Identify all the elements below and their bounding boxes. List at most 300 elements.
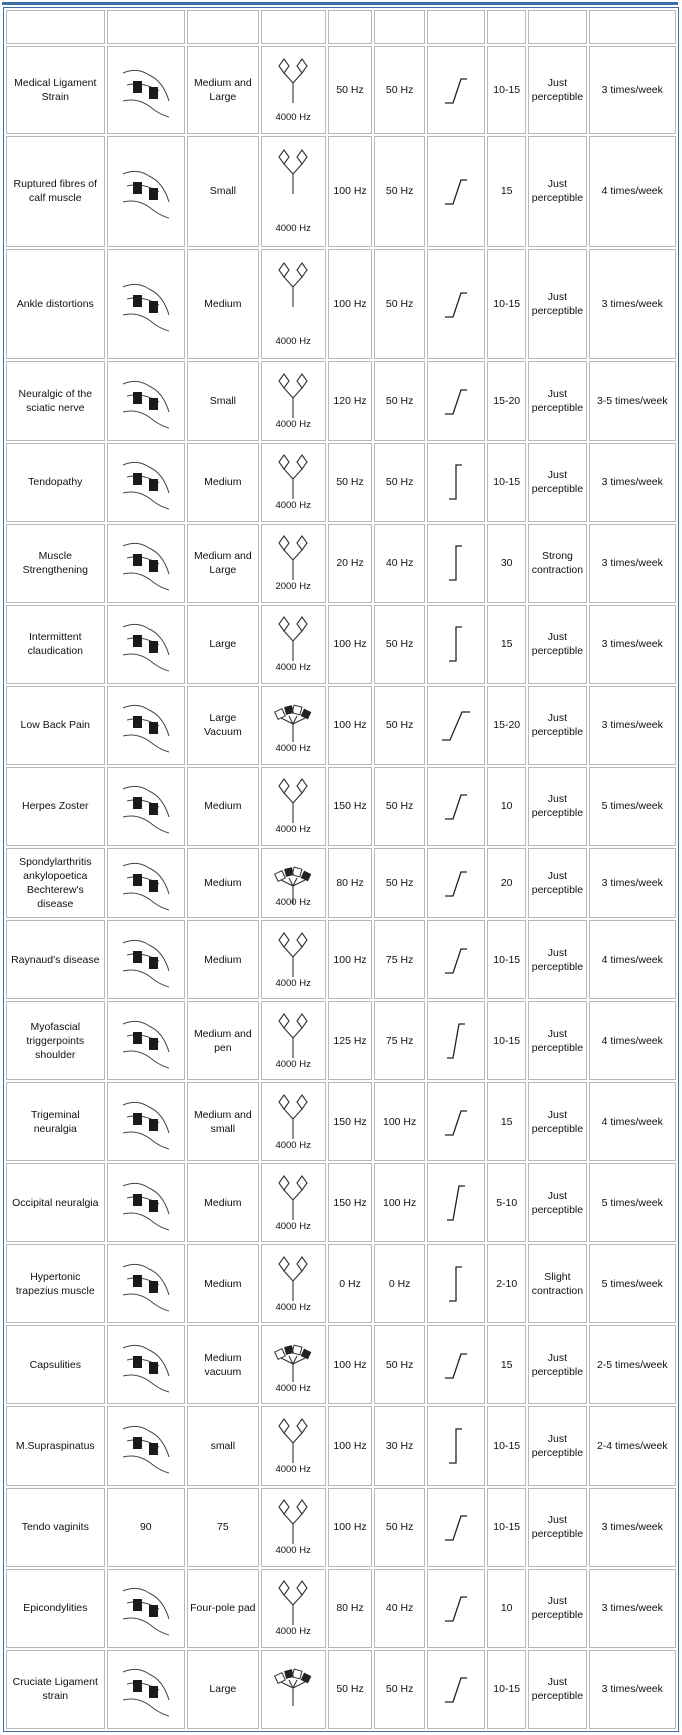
signal-wrap (264, 53, 323, 127)
table-row (6, 1650, 676, 1729)
condition-cell: Medical Ligament Strain (6, 46, 105, 134)
spectrum-cell: 50 Hz (374, 1488, 424, 1567)
amf-cell: 125 Hz (328, 1001, 373, 1080)
ramp-cell (427, 1163, 485, 1242)
intensity-cell: Just perceptible (528, 1082, 586, 1161)
signal-cell (261, 1163, 326, 1242)
header-cell (261, 10, 326, 44)
table-row (6, 848, 676, 918)
ramp-cell (427, 524, 485, 603)
header-cell (107, 10, 185, 44)
condition-cell: Ankle distortions (6, 249, 105, 360)
duration-cell: 10-15 (487, 1488, 526, 1567)
carrier-frequency: 4000 Hz (275, 1545, 311, 1557)
electrode-cell: Medium (187, 443, 259, 522)
spectrum-cell: 50 Hz (374, 443, 424, 522)
intensity-cell: Just perceptible (528, 136, 586, 247)
signal-wrap (264, 1089, 323, 1155)
carrier-frequency: 4000 Hz (275, 111, 311, 123)
table-row (6, 136, 676, 247)
condition-cell: Muscle Strengthening (6, 524, 105, 603)
ramp-cell (427, 1244, 485, 1323)
table-row (6, 767, 676, 846)
illustration-cell (107, 605, 185, 684)
ramp-cell (427, 1406, 485, 1485)
carrier-frequency: 4000 Hz (275, 336, 311, 348)
carrier-frequency: 4000 Hz (275, 1626, 311, 1638)
illustration-cell (107, 361, 185, 440)
condition-cell: Hypertonic trapezius muscle (6, 1244, 105, 1323)
treatment-table (3, 7, 679, 1732)
ramp-cell (427, 46, 485, 134)
header-cell (528, 10, 586, 44)
ramp-slope-icon (439, 785, 473, 827)
amf-cell: 100 Hz (328, 136, 373, 247)
amf-cell: 150 Hz (328, 1163, 373, 1242)
illustration-cell (107, 136, 185, 247)
amf-cell: 100 Hz (328, 1325, 373, 1404)
illustration-cell (107, 46, 185, 134)
table-row (6, 1001, 676, 1080)
spectrum-cell: 50 Hz (374, 1650, 424, 1729)
carrier-frequency: 4000 Hz (275, 1301, 311, 1313)
illustration-cell (107, 848, 185, 918)
electrode-cell: Medium (187, 848, 259, 918)
carrier-frequency: 4000 Hz (275, 662, 311, 674)
spectrum-cell: 0 Hz (374, 1244, 424, 1323)
amf-cell: 50 Hz (328, 1650, 373, 1729)
ramp-slope-icon (439, 1344, 473, 1386)
intensity-cell: Strong contraction (528, 524, 586, 603)
condition-cell: Myofascial triggerpoints shoulder (6, 1001, 105, 1080)
signal-wrap (264, 773, 323, 839)
ramp-cell (427, 920, 485, 999)
ramp-square-icon (439, 542, 473, 584)
ramp-slope-icon (439, 69, 473, 111)
table-row (6, 1082, 676, 1161)
frequency-cell: 3 times/week (589, 1650, 676, 1729)
ramp-slope-icon (439, 283, 473, 325)
frequency-cell: 3 times/week (589, 1569, 676, 1648)
signal-cell (261, 1488, 326, 1567)
amf-cell: 100 Hz (328, 249, 373, 360)
ramp-cell (427, 686, 485, 765)
frequency-cell: 4 times/week (589, 1082, 676, 1161)
duration-cell: 2-10 (487, 1244, 526, 1323)
two-pole-signal-icon (273, 1255, 313, 1303)
condition-cell: Spondylarthritis ankylopoetica Bechterew's disease (6, 848, 105, 918)
illustration-cell (107, 1244, 185, 1323)
spine-electrodes-icon (119, 854, 173, 912)
forearm-pad-icon (119, 1579, 173, 1637)
table-row (6, 1569, 676, 1648)
spectrum-cell: 50 Hz (374, 605, 424, 684)
table-row (6, 920, 676, 999)
table-row (6, 1488, 676, 1567)
carrier-frequency: 4000 Hz (275, 223, 311, 235)
ramp-slope-icon (439, 862, 473, 904)
intensity-cell: Just perceptible (528, 1569, 586, 1648)
electrode-cell: 75 (187, 1488, 259, 1567)
spectrum-cell: 100 Hz (374, 1163, 424, 1242)
frequency-cell: 4 times/week (589, 136, 676, 247)
signal-wrap (264, 1251, 323, 1317)
header-cell (427, 10, 485, 44)
signal-cell (261, 1569, 326, 1648)
ramp-cell (427, 443, 485, 522)
header-cell (487, 10, 526, 44)
signal-wrap (264, 1170, 323, 1236)
frequency-cell: 2-5 times/week (589, 1325, 676, 1404)
intensity-cell: Just perceptible (528, 361, 586, 440)
two-pole-signal-icon (273, 777, 313, 825)
ramp-cell (427, 848, 485, 918)
header-cell (374, 10, 424, 44)
carrier-frequency: 4000 Hz (275, 977, 311, 989)
spectrum-cell: 40 Hz (374, 524, 424, 603)
frequency-cell: 4 times/week (589, 1001, 676, 1080)
amf-cell: 100 Hz (328, 686, 373, 765)
electrode-cell: Medium (187, 1163, 259, 1242)
signal-wrap (264, 257, 323, 351)
illustration-cell (107, 1569, 185, 1648)
duration-cell: 10-15 (487, 46, 526, 134)
electrode-cell: Medium (187, 920, 259, 999)
duration-cell: 10-15 (487, 443, 526, 522)
frequency-cell: 5 times/week (589, 767, 676, 846)
condition-cell: Ruptured fibres of calf muscle (6, 136, 105, 247)
intensity-cell: Just perceptible (528, 1163, 586, 1242)
ramp-slope-icon (439, 939, 473, 981)
amf-cell: 100 Hz (328, 605, 373, 684)
two-pole-signal-icon (273, 931, 313, 979)
two-pole-signal-icon (273, 534, 313, 582)
intensity-cell: Just perceptible (528, 767, 586, 846)
spectrum-cell: 50 Hz (374, 767, 424, 846)
duration-cell: 15 (487, 605, 526, 684)
frequency-cell: 3 times/week (589, 443, 676, 522)
spectrum-cell: 30 Hz (374, 1406, 424, 1485)
two-pole-signal-icon (273, 453, 313, 501)
amf-cell: 100 Hz (328, 1488, 373, 1567)
spectrum-cell: 50 Hz (374, 249, 424, 360)
intensity-cell: Just perceptible (528, 1650, 586, 1729)
illustration-cell (107, 1163, 185, 1242)
ramp-slope-icon (439, 1506, 473, 1548)
frequency-cell: 3 times/week (589, 524, 676, 603)
signal-cell (261, 1325, 326, 1404)
frequency-cell: 3 times/week (589, 848, 676, 918)
ramp-cell (427, 1569, 485, 1648)
ankle-electrodes-icon (119, 275, 173, 333)
signal-wrap (264, 1575, 323, 1641)
signal-cell (261, 920, 326, 999)
ramp-cell (427, 1082, 485, 1161)
condition-cell: Tendopathy (6, 443, 105, 522)
intensity-cell: Just perceptible (528, 443, 586, 522)
duration-cell: 10-15 (487, 249, 526, 360)
carrier-frequency: 4000 Hz (275, 824, 311, 836)
ramp-square-icon (439, 461, 473, 503)
carrier-frequency: 4000 Hz (275, 743, 311, 755)
ramp-cell (427, 1488, 485, 1567)
spectrum-cell: 50 Hz (374, 136, 424, 247)
condition-cell: Tendo vaginits (6, 1488, 105, 1567)
two-pole-signal-icon (273, 1012, 313, 1060)
signal-wrap (264, 1494, 323, 1560)
intensity-cell: Just perceptible (528, 46, 586, 134)
ramp-slope-icon (439, 170, 473, 212)
ramp-steep-slope-icon (439, 1020, 473, 1062)
condition-cell: Intermittent claudication (6, 605, 105, 684)
face-electrodes-icon (119, 1093, 173, 1151)
amf-cell: 100 Hz (328, 1406, 373, 1485)
signal-cell (261, 524, 326, 603)
frequency-cell: 3 times/week (589, 605, 676, 684)
two-pole-signal-icon (273, 1498, 313, 1546)
carrier-frequency: 4000 Hz (275, 896, 311, 908)
ramp-long-slope-icon (439, 704, 473, 746)
condition-cell: M.Supraspinatus (6, 1406, 105, 1485)
duration-cell: 15 (487, 136, 526, 247)
arm-electrodes-icon (119, 534, 173, 592)
illustration-cell: 90 (107, 1488, 185, 1567)
top-border (2, 2, 678, 5)
frequency-cell: 5 times/week (589, 1163, 676, 1242)
four-pole-signal-icon (273, 696, 313, 744)
duration-cell: 10-15 (487, 1001, 526, 1080)
intensity-cell: Just perceptible (528, 1325, 586, 1404)
illustration-cell (107, 1001, 185, 1080)
signal-wrap (264, 449, 323, 515)
signal-cell (261, 1244, 326, 1323)
ramp-cell (427, 1650, 485, 1729)
table-row (6, 249, 676, 360)
ramp-cell (427, 1001, 485, 1080)
signal-wrap (264, 611, 323, 677)
header-row (6, 10, 676, 44)
duration-cell: 20 (487, 848, 526, 918)
signal-cell (261, 249, 326, 360)
signal-cell (261, 1082, 326, 1161)
carrier-frequency: 4000 Hz (275, 418, 311, 430)
two-pole-signal-icon (273, 615, 313, 663)
illustration-cell (107, 920, 185, 999)
intensity-cell: Just perceptible (528, 920, 586, 999)
illustration-cell (107, 767, 185, 846)
electrode-cell: Medium (187, 767, 259, 846)
signal-cell (261, 848, 326, 918)
amf-cell: 150 Hz (328, 767, 373, 846)
electrode-cell: Medium (187, 249, 259, 360)
table-row (6, 605, 676, 684)
header-cell (589, 10, 676, 44)
carrier-frequency: 4000 Hz (275, 1463, 311, 1475)
illustration-cell (107, 686, 185, 765)
intensity-cell: Just perceptible (528, 1406, 586, 1485)
electrode-cell: Medium and Large (187, 46, 259, 134)
signal-wrap (264, 927, 323, 993)
ramp-cell (427, 605, 485, 684)
two-pole-signal-icon (273, 57, 313, 105)
ramp-steep-slope-icon (439, 1182, 473, 1224)
two-pole-signal-icon (273, 1093, 313, 1141)
carrier-frequency: 4000 Hz (275, 1139, 311, 1151)
condition-cell: Neuralgic of the sciatic nerve (6, 361, 105, 440)
electrode-cell: Medium and pen (187, 1001, 259, 1080)
spectrum-cell: 50 Hz (374, 686, 424, 765)
spectrum-cell: 75 Hz (374, 1001, 424, 1080)
electrode-cell: Four-pole pad (187, 1569, 259, 1648)
amf-cell: 150 Hz (328, 1082, 373, 1161)
electrode-cell: Medium (187, 1244, 259, 1323)
signal-wrap (264, 530, 323, 596)
head-back-icon (119, 1174, 173, 1232)
amf-cell: 50 Hz (328, 443, 373, 522)
illustration-cell (107, 1082, 185, 1161)
table-row (6, 524, 676, 603)
frequency-cell: 3 times/week (589, 1488, 676, 1567)
condition-cell: Herpes Zoster (6, 767, 105, 846)
frequency-cell: 5 times/week (589, 1244, 676, 1323)
amf-cell: 120 Hz (328, 361, 373, 440)
electrode-cell: Small (187, 136, 259, 247)
carrier-frequency: 4000 Hz (275, 1382, 311, 1394)
back-figure-icon (119, 1417, 173, 1475)
condition-cell: Trigeminal neuralgia (6, 1082, 105, 1161)
signal-wrap (264, 692, 323, 758)
ramp-square-icon (439, 1425, 473, 1467)
table-row (6, 443, 676, 522)
signal-wrap (264, 1008, 323, 1074)
condition-cell: Low Back Pain (6, 686, 105, 765)
spectrum-cell: 50 Hz (374, 848, 424, 918)
amf-cell: 100 Hz (328, 920, 373, 999)
two-pole-signal-icon (273, 1579, 313, 1627)
back-vacuum-icon (119, 696, 173, 754)
duration-cell: 15 (487, 1082, 526, 1161)
spectrum-cell: 50 Hz (374, 361, 424, 440)
spectrum-cell: 50 Hz (374, 46, 424, 134)
ramp-slope-icon (439, 380, 473, 422)
two-pole-signal-icon (273, 261, 313, 309)
header-cell (6, 10, 105, 44)
two-pole-signal-icon (273, 1417, 313, 1465)
table-row (6, 46, 676, 134)
frequency-cell: 3 times/week (589, 686, 676, 765)
signal-cell (261, 767, 326, 846)
condition-cell: Raynaud's disease (6, 920, 105, 999)
illustration-cell (107, 524, 185, 603)
ramp-slope-icon (439, 1587, 473, 1629)
ramp-slope-icon (439, 1101, 473, 1143)
table-row (6, 1163, 676, 1242)
signal-cell (261, 46, 326, 134)
table-body (6, 10, 676, 1729)
condition-cell: Occipital neuralgia (6, 1163, 105, 1242)
signal-cell (261, 1001, 326, 1080)
torso-electrodes-icon (119, 777, 173, 835)
signal-wrap (264, 144, 323, 238)
ramp-cell (427, 361, 485, 440)
illustration-cell (107, 1406, 185, 1485)
electrode-cell: Large Vacuum (187, 686, 259, 765)
illustration-cell (107, 1650, 185, 1729)
table-row (6, 1406, 676, 1485)
ramp-cell (427, 767, 485, 846)
signal-cell (261, 443, 326, 522)
four-pole-signal-icon (273, 1660, 313, 1708)
duration-cell: 10 (487, 767, 526, 846)
amf-cell: 80 Hz (328, 848, 373, 918)
signal-cell (261, 1650, 326, 1729)
duration-cell: 15-20 (487, 686, 526, 765)
duration-cell: 10-15 (487, 1650, 526, 1729)
electrode-cell: Small (187, 361, 259, 440)
frequency-cell: 2-4 times/week (589, 1406, 676, 1485)
frequency-cell: 3 times/week (589, 46, 676, 134)
elbow-electrodes-icon (119, 453, 173, 511)
duration-cell: 15-20 (487, 361, 526, 440)
shoulder-vacuum-icon (119, 1336, 173, 1394)
calf-electrodes-icon (119, 162, 173, 220)
carrier-frequency: 4000 Hz (275, 1220, 311, 1232)
spectrum-cell: 75 Hz (374, 920, 424, 999)
leg-electrodes-icon (119, 372, 173, 430)
duration-cell: 30 (487, 524, 526, 603)
signal-wrap (264, 1332, 323, 1398)
amf-cell: 50 Hz (328, 46, 373, 134)
signal-cell (261, 686, 326, 765)
signal-wrap (264, 368, 323, 434)
table-row (6, 361, 676, 440)
intensity-cell: Just perceptible (528, 249, 586, 360)
signal-cell (261, 136, 326, 247)
header-cell (328, 10, 373, 44)
ramp-cell (427, 249, 485, 360)
table-row (6, 686, 676, 765)
duration-cell: 10 (487, 1569, 526, 1648)
intensity-cell: Just perceptible (528, 1001, 586, 1080)
duration-cell: 15 (487, 1325, 526, 1404)
signal-cell (261, 361, 326, 440)
illustration-cell (107, 443, 185, 522)
condition-cell: Cruciate Ligament strain (6, 1650, 105, 1729)
duration-cell: 10-15 (487, 1406, 526, 1485)
frequency-cell: 3 times/week (589, 249, 676, 360)
amf-cell: 20 Hz (328, 524, 373, 603)
four-pole-signal-icon (273, 1336, 313, 1384)
shoulder-electrodes-icon (119, 61, 173, 119)
carrier-frequency: 2000 Hz (275, 581, 311, 593)
two-pole-signal-icon (273, 1174, 313, 1222)
table-row (6, 1325, 676, 1404)
carrier-frequency: 4000 Hz (275, 500, 311, 512)
shoulder-pen-icon (119, 1012, 173, 1070)
intensity-cell: Slight contraction (528, 1244, 586, 1323)
signal-cell (261, 605, 326, 684)
condition-cell: Epicondylities (6, 1569, 105, 1648)
electrode-cell: small (187, 1406, 259, 1485)
ramp-cell (427, 1325, 485, 1404)
signal-wrap (264, 1413, 323, 1479)
intensity-cell: Just perceptible (528, 605, 586, 684)
intensity-cell: Just perceptible (528, 848, 586, 918)
ramp-slope-icon (439, 1668, 473, 1710)
leg-device-icon (119, 615, 173, 673)
header-cell (187, 10, 259, 44)
illustration-cell (107, 1325, 185, 1404)
